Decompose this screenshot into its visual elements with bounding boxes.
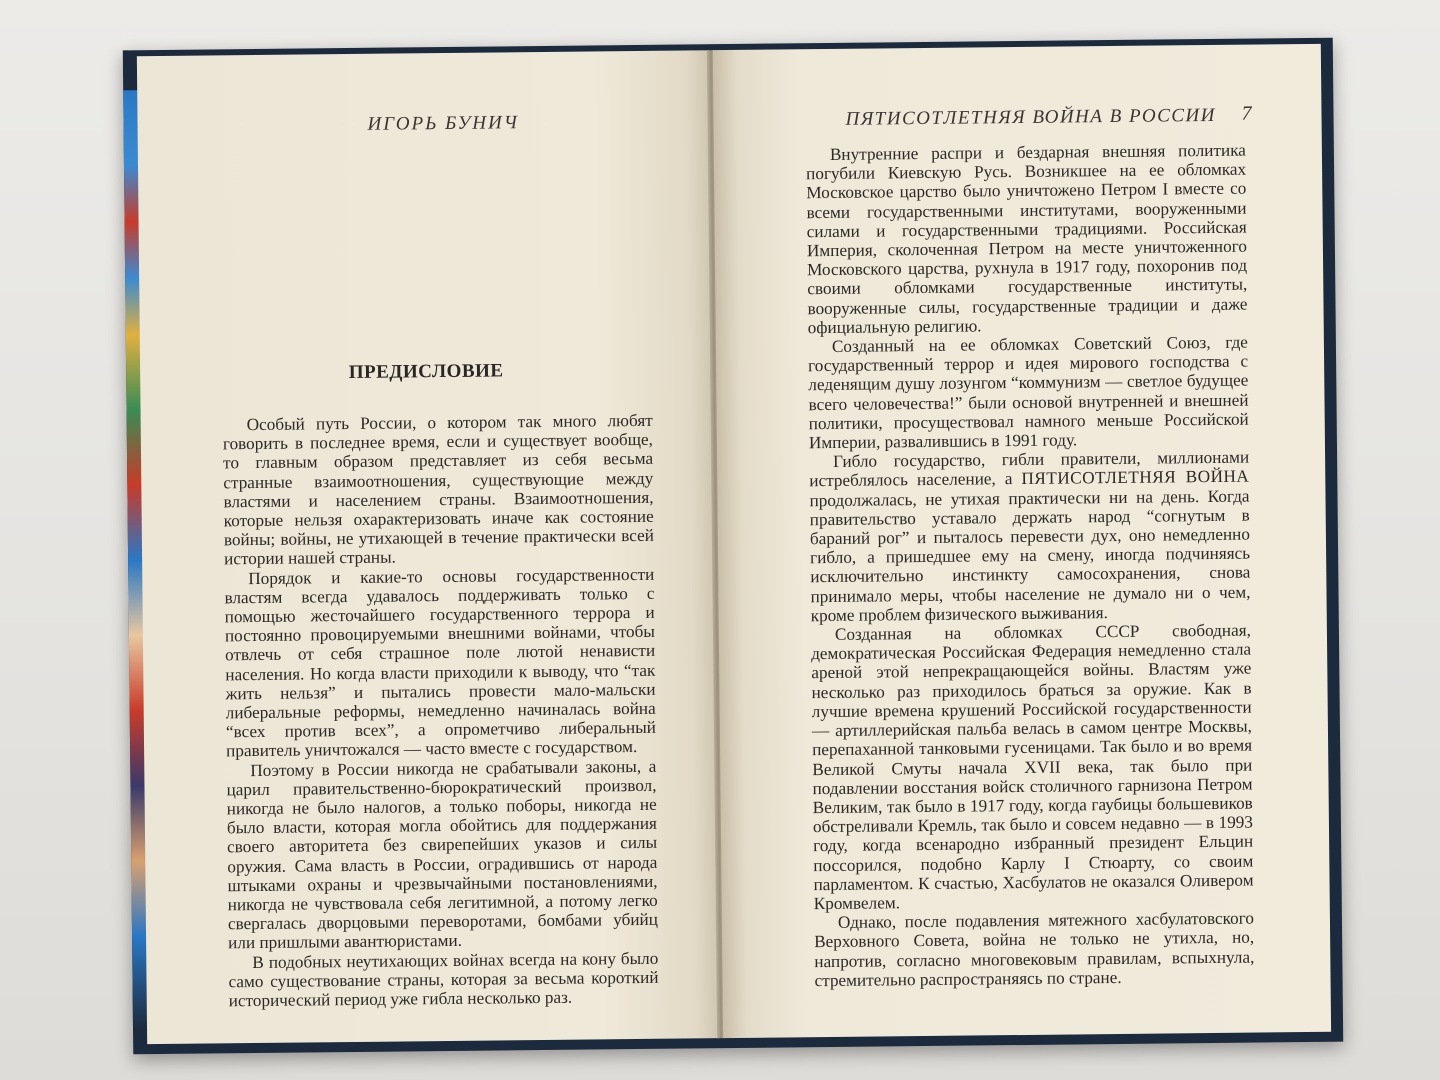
open-book [123,38,1343,1055]
left-paragraph-2: Порядок и какие-то основы государственности властям всегда удавалось поддерживать только с помощью жесточайшего государственного террора и постоянно провоцируемыми внешними войнами, чтобы отвлечь от себя страшное поле лютой ненависти населения. Но когда власти приходили к выводу, что “так жить нельзя” и пытались провести мало-мальски либеральные реформы, немедленно начиналась война “всех против всех”, а опрометчиво либеральный правитель уничтожался — часто вместе с государством. [224,564,656,761]
right-paragraph-3 [809,448,1251,625]
chapter-title: ПРЕДИСЛОВИЕ [348,360,504,384]
left-running-head: ИГОРЬ БУНИЧ [367,112,519,135]
page-number: 7 [1241,102,1252,125]
right-paragraph-1: Внутренние распри и бездарная внешняя политика погубили Киевскую Русь. Возникшее на ее обломках Московское царство было уничтожено Петром I вместе со всеми государственными институтами, вооруженными силами и государственными традициями. Российская Империя, сколоченная Петром на месте уничтоженного Московского царства, рухнула в 1917 году, похоронив под своими обломками государственные институты, вооруженные силы, государственные традиции и даже официальную религию. [806,140,1248,338]
right-paragraph-5: Однако, после подавления мятежного хасбулатовского Верховного Совета, война не только не утихла, но, напротив, согласно многовековым правилам, вспыхнула, стремительно распространяясь по стране. [814,908,1255,990]
right-body-text [806,141,1255,990]
left-paragraph-1: Особый путь России, о котором так много любят говорить в последнее время, если и существует вообще, то главным образом представляет из себя весьма странные взаимоотношения, существующие между властями и населением страны. Взаимоотношения, которые нельзя охарактеризовать иначе как состояние войны; войны, не утихающей в течение практически всей истории нашей страны. [222,410,654,569]
left-paragraph-3: Поэтому в России никогда не срабатывали законы, а царил правительственно-бюрократический произвол, никогда не было налогов, а только поборы, никогда не было власти, которая могла обойтись для поддержания своего авторитета без свирепейших указов и силы оружия. Сама власть в России, оградившись от народа штыками охраны и чрезвычайными постановлениями, никогда не чувствовала себя легитимной, а потому легко свергалась дворцовыми переворотами, бомбами убийц или пришлыми авантюристами. [226,756,659,953]
right-paragraph-3-start: Гибло государство, гибли правители, миллионами истреблялось население, а [809,447,1250,491]
right-paragraph-3-end: продолжалась, не утихая практически ни на день. Когда правительство уставало держать народ “согнутым в бараний рог” и пыталось перевести дух, оно немедленно гибло, а пришедшее ему на смену, иногда подчиняясь исключительно инстинкту самосохранения, снова принимало меры, чтобы население не думало ни о чем, кроме проблем физического выживания. [809,486,1251,626]
right-running-head: ПЯТИСОТЛЕТНЯЯ ВОЙНА В РОССИИ [845,104,1217,130]
left-body-text [223,411,659,1011]
left-page [137,50,719,1044]
right-paragraph-4: Созданная на обломках СССР свободная, демократическая Российская Федерация немедленно стала ареной этой непрекращающейся войны. Властям уже несколько раз приходилось браться за оружие. Как в лучшие времена крушений Российской государственности — артиллерийская пальба велась в самом центре Москвы, перепаханной танковыми гусеницами. Так было и во время Великой Смуты начала XVII века, так было при подавлении восстания войск столичного гарнизона Петром Великим, так было в 1917 году, когда гаубицы большевиков обстреливали Кремль, так было и совсем недавно — в 1993 году, когда всенародно избранный президент Ельцин поссорился, подобно Карлу I Стюарту, со своим парламентом. К счастью, Хасбулатов не оказался Оливером Кромвелем. [811,620,1254,914]
right-paragraph-2: Созданный на ее обломках Советский Союз, где государственный террор и идея мирового господства с леденящим душу лозунгом “коммунизм — светлое будущее всего человечества!” были основой внутренней и внешней политики, просуществовал намного меньше Российской Империи, развалившись в 1991 году. [808,332,1249,453]
right-page [713,44,1331,1038]
emphasized-phrase: ПЯТИСОТЛЕТНЯЯ ВОЙНА [1021,467,1250,489]
left-paragraph-4: В подобных неутихающих войнах всегда на кону было само существование страны, которая за весьма короткий исторический период уже гибла несколько раз. [228,948,659,1011]
